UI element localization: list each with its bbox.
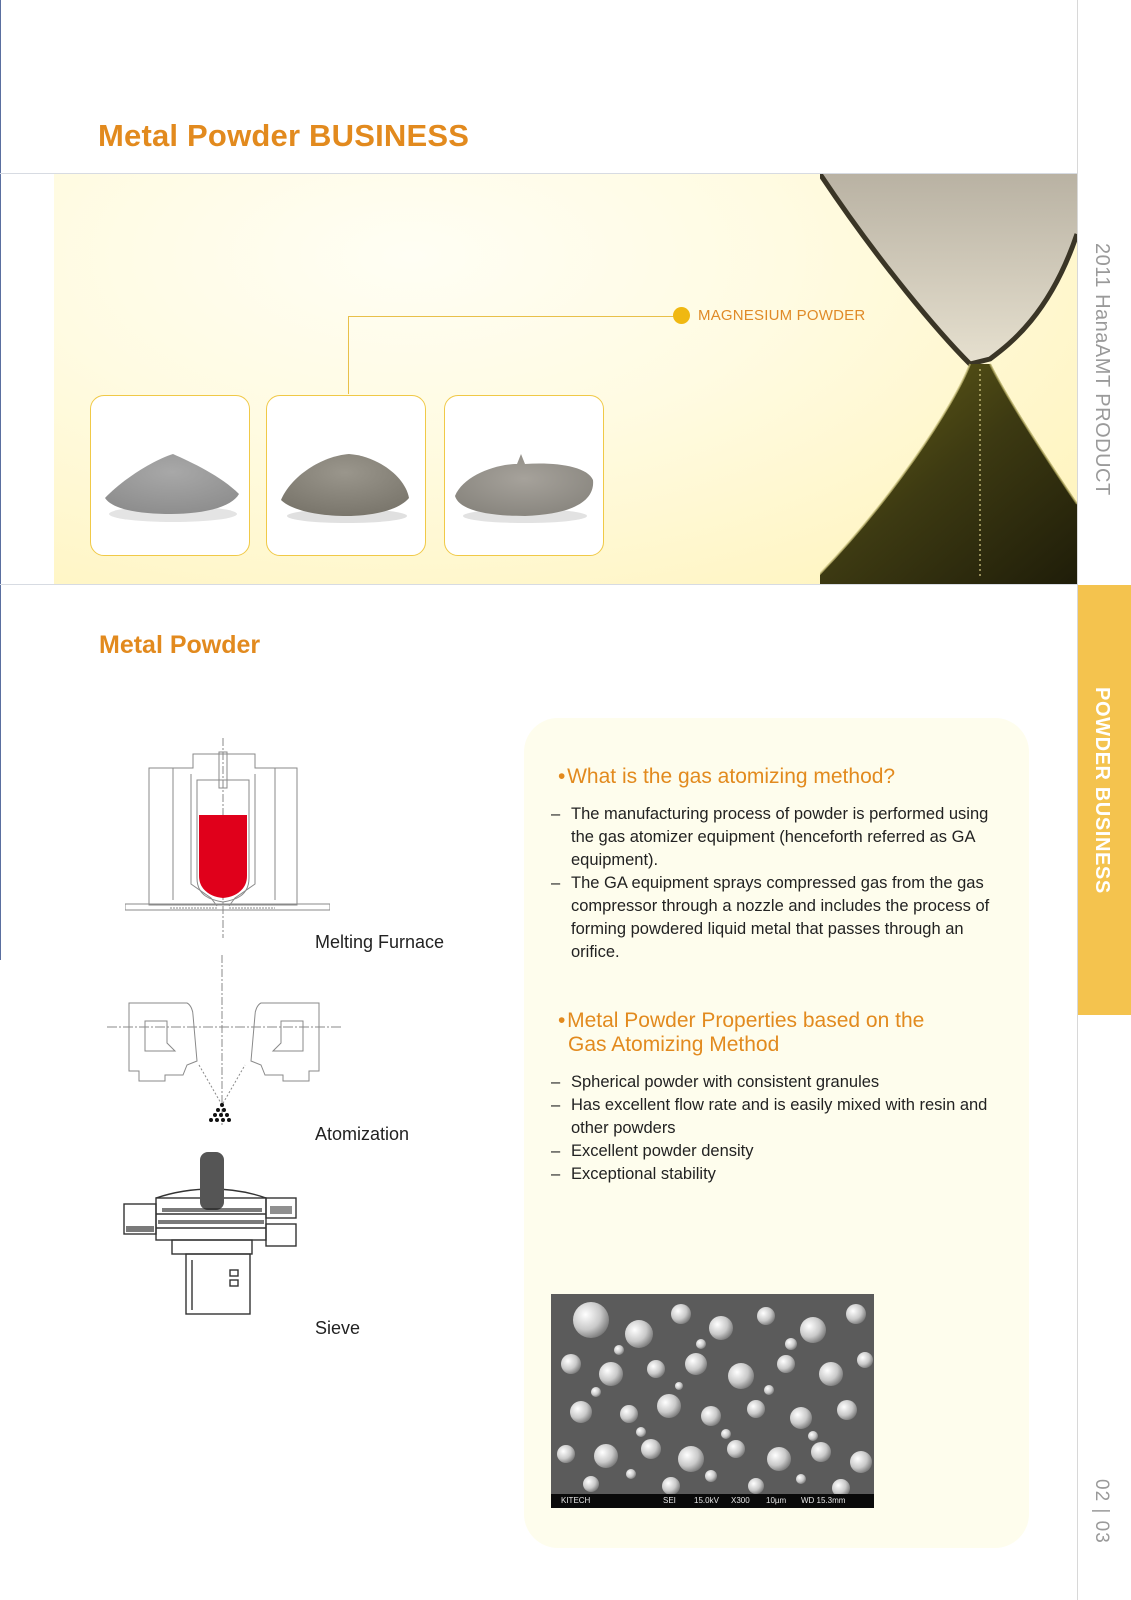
list-item: – Spherical powder with consistent granules bbox=[551, 1071, 1001, 1094]
bullet-dot-icon: • bbox=[558, 1009, 568, 1032]
powder-particles-image bbox=[551, 1294, 874, 1494]
powder-pile-image bbox=[91, 436, 250, 536]
powder-sample-card-2 bbox=[266, 395, 426, 556]
molten-metal bbox=[199, 815, 247, 898]
hourglass-image bbox=[820, 174, 1077, 584]
melting-furnace-diagram bbox=[125, 738, 330, 938]
section-title: Metal Powder bbox=[99, 631, 261, 659]
atomization-diagram bbox=[107, 955, 342, 1125]
list-item: – Excellent powder density bbox=[551, 1140, 1001, 1163]
properties-list bbox=[551, 1071, 1001, 1186]
hero-divider bbox=[0, 584, 1077, 585]
list-item: – Exceptional stability bbox=[551, 1163, 1001, 1186]
page-title: Metal Powder BUSINESS bbox=[98, 118, 470, 153]
gas-atomizing-heading: • What is the gas atomizing method? bbox=[558, 765, 896, 788]
sieve-diagram bbox=[122, 1150, 302, 1315]
powder-pile-image bbox=[267, 436, 426, 536]
sem-caption-bar: KITECH SEI 15.0kV X300 10µm WD 15.3mm bbox=[551, 1494, 874, 1508]
magnesium-powder-label: MAGNESIUM POWDER bbox=[698, 307, 866, 324]
powder-pile-image bbox=[445, 436, 604, 536]
properties-heading: • Metal Powder Properties based on the Gas Atomizing Method bbox=[558, 1009, 925, 1056]
gas-atomizing-list bbox=[551, 803, 1001, 964]
melting-furnace-label: Melting Furnace bbox=[315, 932, 445, 952]
left-edge-rule bbox=[0, 0, 1, 960]
powder-sample-card-1 bbox=[90, 395, 250, 556]
sem-micrograph bbox=[551, 1294, 874, 1508]
powder-sample-card-3 bbox=[444, 395, 604, 556]
sidebar-section-tab-label: POWDER BUSINESS bbox=[1091, 687, 1113, 894]
sidebar-product-label: 2011 HanaAMT PRODUCT bbox=[1091, 243, 1113, 496]
callout-connector-horizontal bbox=[348, 316, 675, 317]
list-item: – Has excellent flow rate and is easily mixed with resin and other powders bbox=[551, 1094, 1001, 1140]
bullet-dot-icon: • bbox=[558, 765, 568, 788]
atomization-label: Atomization bbox=[315, 1124, 410, 1144]
list-item: – The GA equipment sprays compressed gas from the gas compressor through a nozzle and includes the process of forming powdered liquid metal that passes through an orifice. bbox=[551, 872, 1001, 964]
callout-connector-vertical bbox=[348, 316, 349, 394]
sieve-label: Sieve bbox=[315, 1318, 361, 1338]
page-numbers: 02 | 03 bbox=[1091, 1479, 1112, 1544]
callout-dot-icon bbox=[673, 307, 690, 324]
list-item: – The manufacturing process of powder is performed using the gas atomizer equipment (henceforth referred as GA equipment). bbox=[551, 803, 1001, 872]
